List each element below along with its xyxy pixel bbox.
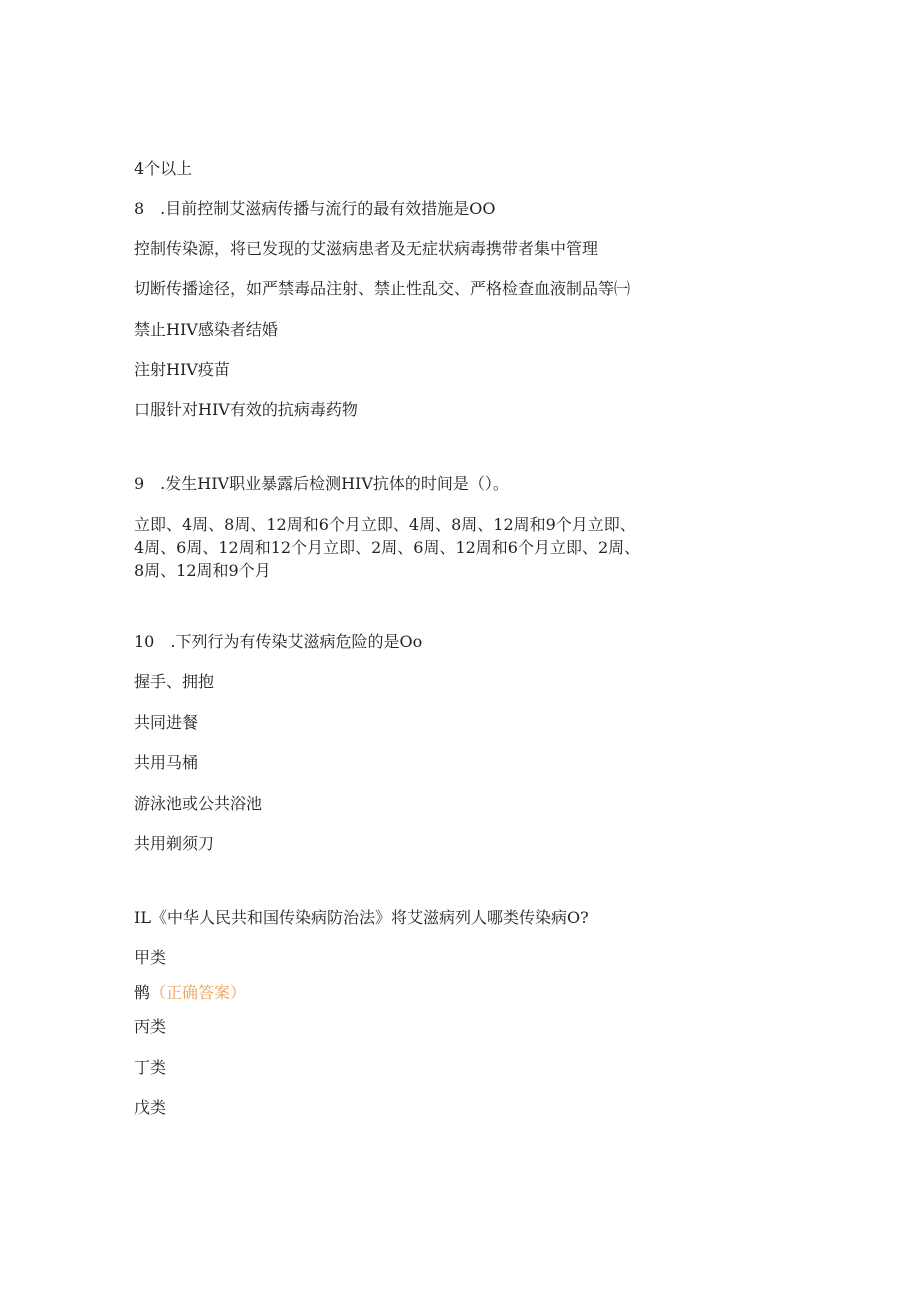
q11-option-4: 丁类 [134, 1058, 167, 1077]
q11-option-2-text: 鹘 [134, 983, 151, 1002]
q10-option-2: 共同进餐 [134, 713, 199, 732]
q8-option-3: 禁止HIV感染者结婚 [134, 320, 278, 339]
q10-option-1: 握手、拥抱 [134, 672, 215, 691]
q8-option-1: 控制传染源，将已发现的艾滋病患者及无症状病毒携带者集中管理 [134, 239, 599, 258]
q9-options-line-2: 4周、6周、12周和12个月立即、2周、6周、12周和6个月立即、2周、 [134, 538, 641, 557]
q9-options-line-1: 立即、4周、8周、12周和6个月立即、4周、8周、12周和9个月立即、 [134, 515, 636, 534]
q9-title: 9 .发生HIV职业暴露后检测HIV抗体的时间是（）。 [134, 474, 509, 493]
q8-option-4: 注射HIV疫苗 [134, 360, 230, 379]
q11-option-1: 甲类 [134, 948, 167, 967]
q8-title: 8 .目前控制艾滋病传播与流行的最有效措施是OO [134, 199, 496, 218]
q11-title: IL《中华人民共和国传染病防治法》将艾滋病列人哪类传染病O? [134, 908, 589, 927]
q11-option-2 [134, 983, 246, 1003]
q8-option-2: 切断传播途径，如严禁毒品注射、禁止性乱交、严格检查血液制品等㈠ [134, 279, 631, 298]
q11-option-3: 丙类 [134, 1017, 167, 1036]
q10-option-4: 游泳池或公共浴池 [134, 794, 263, 813]
q10-option-5: 共用剃须刀 [134, 834, 215, 853]
q11-option-5: 戊类 [134, 1098, 167, 1117]
q9-options-block [134, 513, 640, 582]
q10-title: 10 .下列行为有传染艾滋病危险的是Oo [134, 632, 423, 651]
q7-option-last: 4个以上 [134, 159, 193, 178]
q8-option-5: 口服针对HIV有效的抗病毒药物 [134, 400, 358, 419]
correct-answer-label: （正确答案） [150, 983, 247, 1002]
q10-option-3: 共用马桶 [134, 753, 199, 772]
q9-options-line-3: 8周、12周和9个月 [134, 561, 271, 580]
